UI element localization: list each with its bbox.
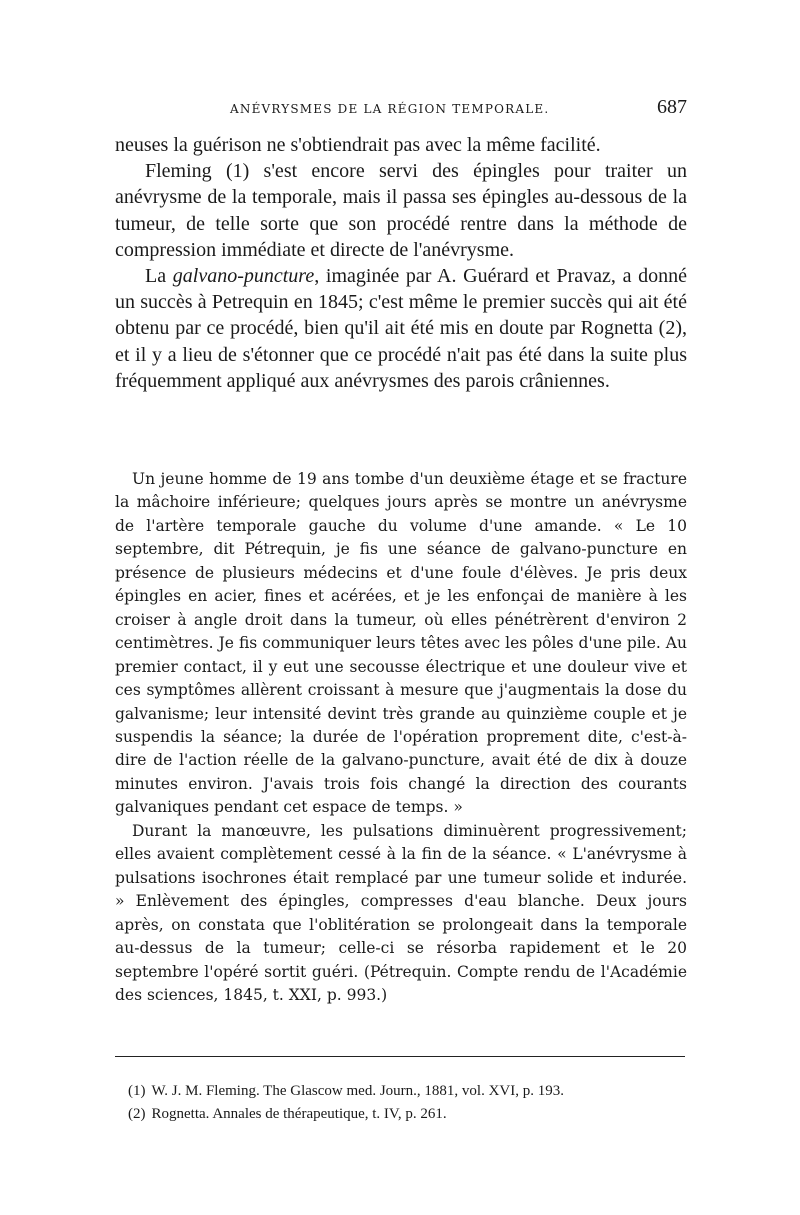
footnote-divider xyxy=(115,1056,685,1057)
case-paragraph-2: Durant la manœuvre, les pulsations diminuèrent progressivement; elles avaient complètement cessé à la fin de la séance. « L'anévrysme à pulsations isochrones était remplacé par une tumeur solide et indurée. » Enlèvement des épingles, compresses d'eau blanche. Deux jours après, on constata que l'oblitération se prolongeait dans la temporale au-dessus de la tumeur; celle-ci se résorba rapidement et le 20 septembre l'opéré sortit guéri. (Pétrequin. Compte rendu de l'Académie des sciences, 1845, t. XXI, p. 993.) xyxy=(115,821,687,1004)
footnote-1 xyxy=(128,1080,708,1103)
main-text xyxy=(115,132,687,394)
footnotes xyxy=(128,1080,708,1126)
paragraph-rest: , imaginée par A. Guérard et Pravaz, a donné un succès à Petrequin en 1845; c'est même le premier succès qui ait été obtenu par ce procédé, bien qu'il ait été mis en doute par Rognetta (2), et il y a lieu de s'étonner que ce procédé n'ait pas été dans la suite plus fréquemment appliqué aux anévrysmes des parois crâniennes. xyxy=(115,265,688,392)
footnote-text: Rognetta. Annales de thérapeutique, t. IV, p. 261. xyxy=(151,1106,447,1122)
footnote-2 xyxy=(128,1103,708,1126)
footnote-marker: (2) xyxy=(128,1106,146,1122)
paragraph-lead: La xyxy=(145,265,173,288)
case-paragraph-1: Un jeune homme de 19 ans tombe d'un deuxième étage et se fracture la mâchoire inférieure; quelques jours après se montre un anévrysme de l'artère temporale gauche du volume d'une amande. « Le 10 septembre, dit Pétrequin, je fis une séance de galvano-puncture en présence de plusieurs médecins et d'une foule d'élèves. Je pris deux épingles en acier, fines et acérées, et je les enfonçai de manière à les croiser à angle droit dans la tumeur, où elles pénétrèrent d'environ 2 centimètres. Je fis communiquer leurs têtes avec les pôles d'une pile. Au premier contact, il y eut une secousse électrique et une douleur vive et ces symptômes allèrent croissant à mesure que j'augmentais la dose du galvanisme; leur intensité devint très grande au quinzième couple et je suspendis la séance; la durée de l'opération proprement dite, c'est-à-dire de l'action réelle de la galvano-puncture, avait été de dix à douze minutes environ. J'avais trois fois changé la direction des courants galvaniques pendant cet espace de temps. » xyxy=(115,470,687,817)
footnote-marker: (1) xyxy=(128,1083,146,1099)
paragraph-continuation: neuses la guérison ne s'obtiendrait pas avec la même facilité. xyxy=(115,134,601,156)
paragraph-galvano-puncture xyxy=(115,263,687,394)
running-title: ANÉVRYSMES DE LA RÉGION TEMPORALE. xyxy=(230,102,550,116)
page-header xyxy=(115,96,687,120)
footnote-text: W. J. M. Fleming. The Glascow med. Journ., 1881, vol. XVI, p. 193. xyxy=(151,1083,564,1099)
paragraph-fleming: Fleming (1) s'est encore servi des épingles pour traiter un anévrysme de la temporale, mais il passa ses épingles au-dessous de la tumeur, de telle sorte que son procédé rentre dans la méthode de compression immédiate et directe de l'anévrysme. xyxy=(115,160,687,261)
case-report xyxy=(115,468,687,1007)
page-number: 687 xyxy=(657,96,687,118)
italic-term: galvano-puncture xyxy=(172,265,315,288)
